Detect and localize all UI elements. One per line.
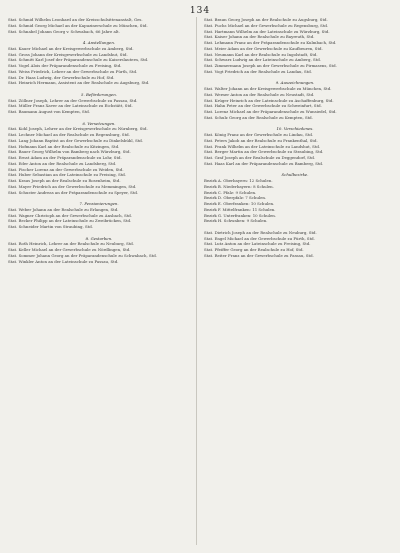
text-line: Stat. Baumann August von Kempten, Std. bbox=[8, 109, 91, 114]
text-line: Stat. Bauer Georg Wilhelm von Bamberg nach Würzburg, Std. bbox=[8, 149, 131, 155]
text-line: Stat. Kraus Joseph an der Realschule zu Rosenheim, Std. bbox=[8, 178, 121, 183]
left-column bbox=[8, 17, 190, 547]
text-line: Stat. Müller Franz Xaver an der Lateinschule zu Eichstätt, Std. bbox=[8, 103, 133, 109]
text-line: Stat. Zimmermann Joseph an der Gewerbschule zu Pirmasens, Std. bbox=[204, 63, 337, 68]
text-line: Stat. Berger Martin an der Gewerbschule zu Straubing, Std. bbox=[204, 149, 324, 155]
text-line: Stat. Frank Wilhelm an der Lateinschule zu Landshut, Std. bbox=[204, 143, 321, 149]
text-line: Stat. Schuster Andreas an der Präparandenschule zu Speyer, Std. bbox=[8, 189, 139, 195]
text-line: Stat. Schulz Georg an der Realschule zu Kempten, Std. bbox=[204, 114, 313, 120]
text-line: Stat. Krüger Heinrich an der Lateinschule zu Aschaffenburg, Std. bbox=[204, 97, 334, 103]
text-line: Stat. Engel Michael an der Gewerbschule zu Fürth, Std. bbox=[204, 235, 315, 241]
text-line: Stat. Lang Johann Baptist an der Gewerbschule zu Dinkelsbühl, Std. bbox=[8, 137, 144, 143]
text-line: Bezirk E. Oberfranken: 10 Schulen. bbox=[204, 201, 275, 206]
text-line: Stat. Roth Heinrich, Lehrer an der Realschule zu Neuburg, Std. bbox=[8, 241, 135, 247]
text-line: Stat. Dietrich Joseph an der Realschule zu Neuburg, Std. bbox=[204, 229, 317, 235]
text-line: Stat. Werner Anton an der Realschule zu Neustadt, Std. bbox=[204, 91, 315, 97]
text-line: Bezirk H. Schwaben: 9 Schulen. bbox=[204, 218, 268, 224]
text-line: Stat. Hahn Peter an der Gewerbschule zu Schweinfurt, Std. bbox=[204, 103, 322, 109]
text-line: Stat. Pfeiffer Georg an der Realschule zu Hof, Std. bbox=[204, 247, 304, 252]
text-line: Stat. Schneider Martin von Straubing, Std. bbox=[8, 224, 93, 229]
text-line: Stat. Fuchs Michael an der Gewerbschule zu Regensburg, Std. bbox=[204, 22, 329, 28]
text-line: Stat. Lechner Michael an der Realschule zu Regensburg, Std. bbox=[8, 132, 130, 137]
text-line: Stat. Winkler Anton an der Lateinschule zu Passau, Std. bbox=[8, 258, 119, 264]
text-line: Stat. Neumann Karl an der Realschule zu Ingolstadt, Std. bbox=[204, 51, 318, 57]
text-line: Schulbezirke. bbox=[281, 172, 309, 178]
text-line: Stat. Vogel Alois der Präparandenschule zu Freising, Std. bbox=[8, 63, 122, 68]
text-line: Stat. Peters Jakob an der Realschule zu Frankenthal, Std. bbox=[204, 137, 318, 143]
column-divider bbox=[196, 17, 197, 545]
text-line: Bezirk B. Niederbayern: 8 Schulen. bbox=[204, 183, 274, 189]
text-line: 8. Gestorben. bbox=[85, 235, 113, 241]
text-line: Stat. Schnabel Johann Georg v. Schwabach, 66 Jahre alt. bbox=[8, 28, 120, 34]
text-line: Stat. König Franz an der Gewerbschule zu Lindau, Std. bbox=[204, 132, 314, 137]
text-line: Stat. Sommer Johann Georg an der Präparandenschule zu Schwabach, Std. bbox=[8, 252, 157, 258]
text-line: 4. Anstellungen. bbox=[82, 40, 116, 45]
text-line: Stat. Meier Adam an der Gewerbschule zu Kaufbeuren, Std. bbox=[204, 45, 323, 51]
text-line: Stat. Becker Philipp an der Lateinschule zu Zweibrücken, Std. bbox=[8, 218, 132, 224]
text-line: Stat. Huber Sebastian an der Lateinschule zu Freising, Std. bbox=[8, 172, 127, 178]
text-line: Stat. Walter Johann an der Kreisgewerbschule zu München, Std. bbox=[204, 86, 332, 91]
text-line: Stat. Schwarz Ludwig an der Lateinschule zu Amberg, Std. bbox=[204, 57, 321, 63]
text-line: Stat. Lutz Anton an der Lateinschule zu Freising, Std. bbox=[204, 241, 311, 247]
text-line: Bezirk G. Unterfranken: 10 Schulen. bbox=[204, 212, 277, 218]
text-line: Stat. Schmid Wilhelm Leonhard an der Kreisschulsittenanstalt, Ges. bbox=[8, 17, 143, 22]
text-line: Stat. Schmid Georg Michael an der Kapuzinerschule zu München, Std. bbox=[8, 22, 148, 28]
text-line: Stat. Graf Joseph an der Realschule zu Deggendorf, Std. bbox=[204, 155, 316, 160]
text-line: Stat. Weber Johann an der Realschule zu Erlangen, Std. bbox=[8, 206, 119, 212]
text-line: Stat. Gross Johann der Kreisgewerbschule zu Landshut, Std. bbox=[8, 51, 128, 57]
text-line: Stat. Lorenz Michael an der Präparandenschule zu Wunsiedel, Std. bbox=[204, 109, 337, 114]
text-line: Stat. Hofmann Karl an der Realschule zu Kitzingen, Std. bbox=[8, 143, 120, 149]
text-line: Bezirk F. Mittelfranken: 11 Schulen. bbox=[204, 206, 276, 212]
text-line: Stat. Mayer Friedrich an der Gewerbschule zu Memmingen, Std. bbox=[8, 183, 137, 189]
text-line: Stat. Hartmann Wilhelm an der Lateinschule zu Würzburg, Std. bbox=[204, 28, 330, 34]
text-line: Stat. Kohl Joseph, Lehrer an der Kreisgewerbschule zu Nürnberg, Std. bbox=[8, 126, 148, 132]
text-line: Stat. Reiter Franz an der Gewerbschule zu Passau, Std. bbox=[204, 252, 314, 258]
text-line: Stat. Fischer Lorenz an der Gewerbschule zu Weiden, Std. bbox=[8, 166, 124, 172]
text-line: Stat. Dr. Haas Ludwig, der Gewerbschule zu Hof, Std. bbox=[8, 74, 115, 80]
text-line: Stat. Ernst Adam an der Präparandenschule zu Lohr, Std. bbox=[8, 155, 122, 160]
text-line: Stat. Zöllner Joseph, Lehrer an der Gewerbschule zu Passau, Std. bbox=[8, 97, 138, 103]
text-line: Stat. Keller Michael an der Gewerbschule zu Nördlingen, Std. bbox=[8, 247, 131, 252]
text-line: Stat. Heinrich Hermann, Assistent an der Realschule zu Augsburg, Std. bbox=[8, 80, 150, 86]
text-line: Stat. Braun Georg Joseph an der Realschule zu Augsburg, Std. bbox=[204, 17, 328, 22]
text-line: Stat. Haas Karl an der Präparandenschule zu Bamberg, Std. bbox=[204, 160, 324, 166]
text-line: Stat. Kauer Michael an der Kreisgewerbschule zu Amberg, Std. bbox=[8, 45, 134, 51]
text-line: 9. Auszeichnungen. bbox=[275, 80, 315, 86]
text-line: Stat. Vogt Friedrich an der Realschule zu Landau, Std. bbox=[204, 68, 312, 74]
text-line: Stat. Weiss Friedrich, Lehrer an der Gewerbschule zu Fürth, Std. bbox=[8, 68, 138, 74]
text-line: 5. Beförderungen. bbox=[81, 91, 117, 97]
text-line: Stat. Lehmann Franz an der Präparandenschule zu Kulmbach, Std. bbox=[204, 40, 337, 45]
text-line: Stat. Kaiser Johann an der Realschule zu Bayreuth, Std. bbox=[204, 34, 315, 40]
text-line: 6. Versetzungen. bbox=[82, 120, 116, 126]
text-line: Bezirk D. Oberpfalz: 7 Schulen. bbox=[204, 195, 267, 201]
page-number: 134 bbox=[189, 6, 211, 16]
right-column bbox=[204, 17, 386, 547]
text-line: 10. Verschiedenes. bbox=[276, 126, 314, 132]
text-line: Stat. Schmitt Karl Josef der Präparandenschule zu Kaiserslautern, Std. bbox=[8, 57, 149, 63]
text-line: 7. Pensionierungen. bbox=[79, 201, 119, 206]
text-line: Bezirk C. Pfalz: 9 Schulen. bbox=[204, 189, 257, 195]
text-line: Stat. Eder Anton an der Realschule zu Landsberg, Std. bbox=[8, 160, 117, 166]
text-line: Bezirk A. Oberbayern: 12 Schulen. bbox=[204, 178, 273, 183]
text-line: Stat. Wagner Christoph an der Gewerbschule zu Ansbach, Std. bbox=[8, 212, 133, 218]
